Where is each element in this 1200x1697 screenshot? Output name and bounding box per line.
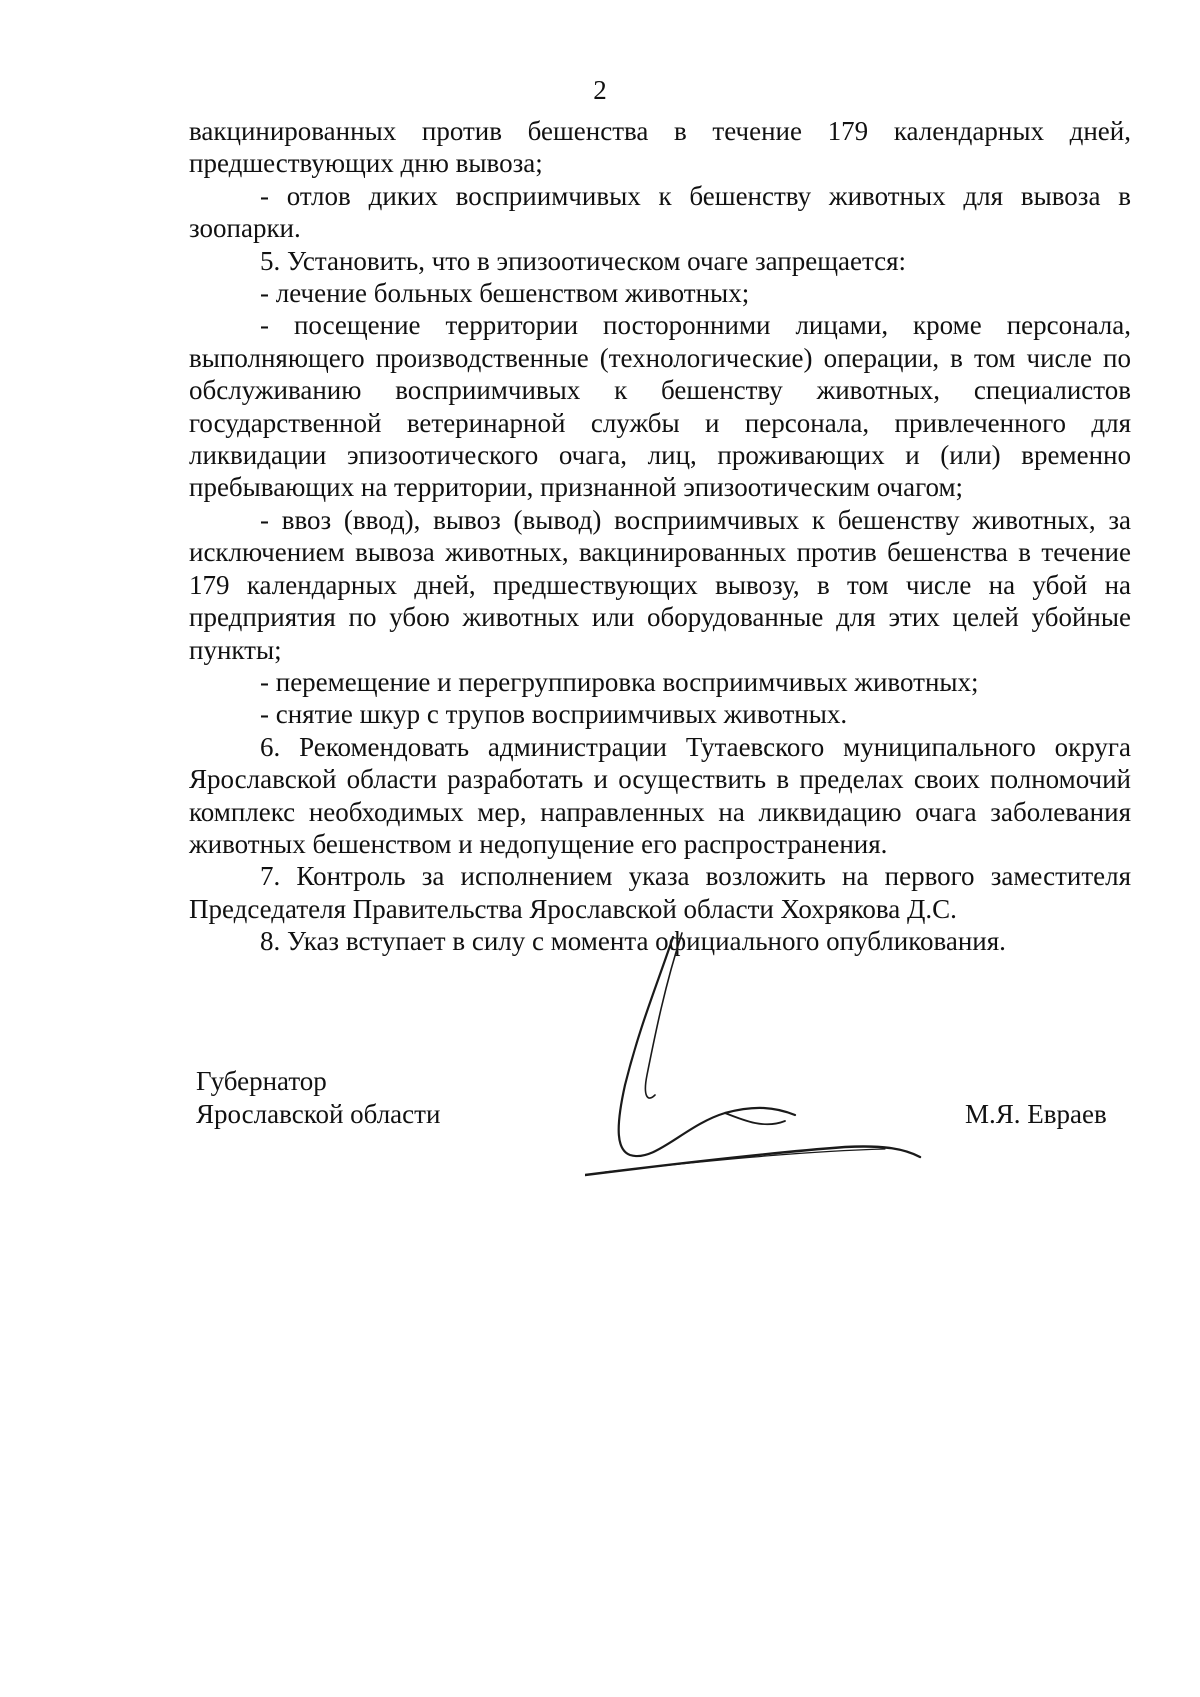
paragraph: вакцинированных против бешенства в течение 179 календарных дней, предшествующих дню вывоза; bbox=[189, 116, 1131, 179]
paragraph: - посещение территории посторонними лицами, кроме персонала, выполняющего производственные (технологические) операции, в том числе по обслуживанию восприимчивых к бешенству животных, специалистов государственной ветеринарной службы и персонала, привлеченного для ликвидации эпизоотического очага, лиц, проживающих и (или) временно пребывающих на территории, признанной эпизоотическим очагом; bbox=[189, 310, 1131, 503]
document-body bbox=[189, 115, 1131, 958]
signatory-name: М.Я. Евраев bbox=[965, 1099, 1107, 1129]
paragraph: 5. Установить, что в эпизоотическом очаге запрещается: bbox=[260, 245, 907, 276]
paragraph: 6. Рекомендовать администрации Тутаевского муниципального округа Ярославской области разработать и осуществить в пределах своих полномочий комплекс необходимых мер, направленных на ликвидацию очага заболевания животных бешенством и недопущение его распространения. bbox=[189, 731, 1131, 859]
paragraph: - отлов диких восприимчивых к бешенству животных для вывоза в зоопарки. bbox=[189, 180, 1131, 244]
paragraph: - снятие шкур с трупов восприимчивых животных. bbox=[260, 699, 848, 730]
page-number: 2 bbox=[593, 75, 607, 105]
paragraph: 8. Указ вступает в силу с момента официального опубликования. bbox=[260, 926, 1006, 957]
position-line: Губернатор bbox=[196, 1066, 327, 1096]
signatory-position bbox=[196, 1065, 440, 1131]
paragraph: - лечение больных бешенством животных; bbox=[260, 278, 750, 309]
paragraph: 7. Контроль за исполнением указа возложить на первого заместителя Председателя Правительства Ярославской области Хохрякова Д.С. bbox=[189, 861, 1131, 924]
paragraph: - ввоз (ввод), вывоз (вывод) восприимчивых к бешенству животных, за исключением вывоза животных, вакцинированных против бешенства в течение 179 календарных дней, предшествующих вывозу, в том числе на убой на предприятия по убою животных или оборудованные для этих целей убойные пункты; bbox=[189, 504, 1131, 665]
position-line: Ярославской области bbox=[196, 1099, 441, 1129]
handwritten-signature bbox=[585, 925, 1005, 1195]
paragraph: - перемещение и перегруппировка восприимчивых животных; bbox=[260, 666, 979, 697]
